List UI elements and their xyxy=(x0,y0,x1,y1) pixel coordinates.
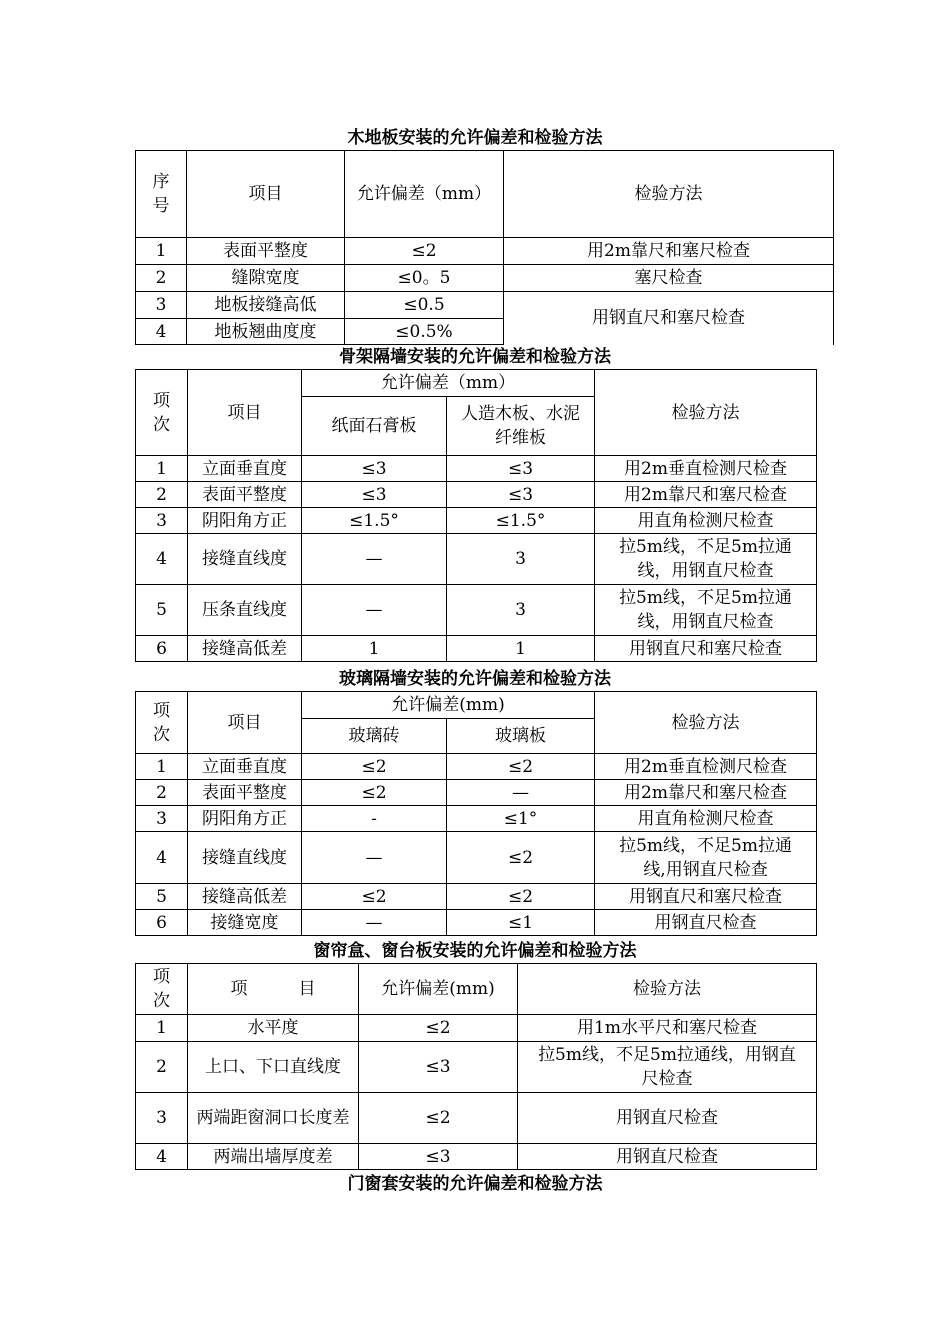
row-number: 3 xyxy=(136,292,187,319)
row-method: 塞尺检查 xyxy=(504,265,834,292)
header-item: 项目 xyxy=(188,370,302,456)
row-value-b: ≤1 xyxy=(447,910,595,936)
row-method: 用钢直尺检查 xyxy=(518,1093,817,1144)
row-deviation: ≤2 xyxy=(345,238,504,265)
row-item: 表面平整度 xyxy=(188,482,302,508)
row-number: 3 xyxy=(136,1093,188,1144)
table-row xyxy=(136,1042,817,1093)
row-number: 2 xyxy=(136,1042,188,1093)
row-number: 4 xyxy=(136,319,187,345)
row-deviation: ≤0.5% xyxy=(345,319,504,345)
row-value-b: 1 xyxy=(447,636,595,662)
table-row xyxy=(136,534,817,585)
row-value-b: ≤2 xyxy=(447,832,595,884)
row-deviation: ≤2 xyxy=(359,1015,518,1042)
row-deviation: ≤0.5 xyxy=(345,292,504,319)
glass-partition-table xyxy=(135,691,817,936)
table-header-row xyxy=(136,370,817,397)
table1-title: 木地板安装的允许偏差和检验方法 xyxy=(347,128,603,148)
row-item: 接缝高低差 xyxy=(188,884,302,910)
row-value-b: ≤3 xyxy=(447,482,595,508)
row-number: 4 xyxy=(136,534,188,585)
header-col-wood-cement: 人造木板、水泥纤维板 xyxy=(447,397,595,456)
row-value-a: ≤3 xyxy=(302,482,447,508)
table-header-row xyxy=(136,151,834,238)
header-method: 检验方法 xyxy=(595,692,817,754)
row-item: 地板翘曲度度 xyxy=(187,319,345,345)
header-method: 检验方法 xyxy=(504,151,834,238)
row-number: 4 xyxy=(136,832,188,884)
table-row xyxy=(136,456,817,482)
row-number: 3 xyxy=(136,806,188,832)
row-method: 用钢直尺和塞尺检查 xyxy=(595,884,817,910)
row-method: 用2m靠尺和塞尺检查 xyxy=(595,780,817,806)
header-seq: 项次 xyxy=(136,964,188,1015)
table-row xyxy=(136,910,817,936)
row-value-b: ≤1° xyxy=(447,806,595,832)
row-value-a: ≤2 xyxy=(302,754,447,780)
header-col-glass-panel: 玻璃板 xyxy=(447,719,595,754)
row-item: 缝隙宽度 xyxy=(187,265,345,292)
row-method: 拉5m线，不足5m拉通线,用钢直尺检查 xyxy=(595,832,817,884)
header-deviation: 允许偏差（mm） xyxy=(302,370,595,397)
frame-partition-table xyxy=(135,369,817,662)
row-method: 用2m垂直检测尺检查 xyxy=(595,754,817,780)
curtain-box-table xyxy=(135,963,817,1170)
row-value-a: — xyxy=(302,910,447,936)
row-method: 拉5m线，不足5m拉通线，用钢直尺检查 xyxy=(518,1042,817,1093)
header-deviation: 允许偏差（mm） xyxy=(345,151,504,238)
row-value-a: ≤2 xyxy=(302,780,447,806)
row-item: 接缝直线度 xyxy=(188,832,302,884)
row-item: 阴阳角方正 xyxy=(188,806,302,832)
row-method: 用钢直尺检查 xyxy=(595,910,817,936)
row-number: 1 xyxy=(136,1015,188,1042)
header-seq: 项次 xyxy=(136,692,188,754)
table-row xyxy=(136,636,817,662)
row-number: 1 xyxy=(136,238,187,265)
row-method: 用钢直尺和塞尺检查 xyxy=(595,636,817,662)
table2-title: 骨架隔墙安装的允许偏差和检验方法 xyxy=(339,347,611,367)
row-method: 用2m靠尺和塞尺检查 xyxy=(595,482,817,508)
row-item: 表面平整度 xyxy=(187,238,345,265)
row-item: 接缝宽度 xyxy=(188,910,302,936)
table-row xyxy=(136,780,817,806)
table4-title: 窗帘盒、窗台板安装的允许偏差和检验方法 xyxy=(313,941,637,961)
wood-floor-table xyxy=(135,150,834,345)
row-value-b: 3 xyxy=(447,585,595,636)
row-number: 5 xyxy=(136,884,188,910)
row-number: 6 xyxy=(136,636,188,662)
row-method: 用钢直尺和塞尺检查 xyxy=(504,292,834,345)
row-method: 用1m水平尺和塞尺检查 xyxy=(518,1015,817,1042)
row-value-a: ≤1.5° xyxy=(302,508,447,534)
table-row xyxy=(136,806,817,832)
header-method: 检验方法 xyxy=(595,370,817,456)
row-item: 上口、下口直线度 xyxy=(188,1042,359,1093)
row-value-a: 1 xyxy=(302,636,447,662)
row-deviation: ≤3 xyxy=(359,1042,518,1093)
row-item: 压条直线度 xyxy=(188,585,302,636)
row-method: 用钢直尺检查 xyxy=(518,1144,817,1170)
row-deviation: ≤2 xyxy=(359,1093,518,1144)
row-value-b: ≤2 xyxy=(447,884,595,910)
row-value-a: — xyxy=(302,832,447,884)
row-deviation: ≤3 xyxy=(359,1144,518,1170)
row-item: 阴阳角方正 xyxy=(188,508,302,534)
header-item: 项目 xyxy=(187,151,345,238)
table-row xyxy=(136,508,817,534)
row-value-a: ≤3 xyxy=(302,456,447,482)
table-row xyxy=(136,1015,817,1042)
row-value-b: — xyxy=(447,780,595,806)
header-col-glass-brick: 玻璃砖 xyxy=(302,719,447,754)
table-row xyxy=(136,1144,817,1170)
row-method: 拉5m线，不足5m拉通线，用钢直尺检查 xyxy=(595,534,817,585)
row-number: 5 xyxy=(136,585,188,636)
table5-title: 门窗套安装的允许偏差和检验方法 xyxy=(347,1174,603,1194)
row-number: 3 xyxy=(136,508,188,534)
row-value-b: 3 xyxy=(447,534,595,585)
table-row xyxy=(136,482,817,508)
header-seq: 序号 xyxy=(136,151,187,238)
header-item: 项 目 xyxy=(188,964,359,1015)
row-value-a: ≤2 xyxy=(302,884,447,910)
row-item: 两端出墙厚度差 xyxy=(188,1144,359,1170)
row-item: 立面垂直度 xyxy=(188,456,302,482)
table-row xyxy=(136,832,817,884)
table-row xyxy=(136,884,817,910)
table-row xyxy=(136,585,817,636)
row-number: 4 xyxy=(136,1144,188,1170)
row-method: 用2m靠尺和塞尺检查 xyxy=(504,238,834,265)
table3-title: 玻璃隔墙安装的允许偏差和检验方法 xyxy=(339,669,611,689)
row-item: 两端距窗洞口长度差 xyxy=(188,1093,359,1144)
row-value-a: - xyxy=(302,806,447,832)
row-number: 2 xyxy=(136,780,188,806)
table-row xyxy=(136,238,834,265)
row-method: 拉5m线，不足5m拉通线，用钢直尺检查 xyxy=(595,585,817,636)
row-item: 地板接缝高低 xyxy=(187,292,345,319)
table-row xyxy=(136,292,834,319)
row-method: 用2m垂直检测尺检查 xyxy=(595,456,817,482)
row-number: 6 xyxy=(136,910,188,936)
row-item: 表面平整度 xyxy=(188,780,302,806)
header-deviation: 允许偏差(mm) xyxy=(302,692,595,719)
table-row xyxy=(136,1093,817,1144)
row-value-b: ≤3 xyxy=(447,456,595,482)
row-number: 1 xyxy=(136,754,188,780)
row-item: 水平度 xyxy=(188,1015,359,1042)
row-method: 用直角检测尺检查 xyxy=(595,806,817,832)
table-header-row xyxy=(136,964,817,1015)
row-value-b: ≤2 xyxy=(447,754,595,780)
table-row xyxy=(136,265,834,292)
row-method: 用直角检测尺检查 xyxy=(595,508,817,534)
row-item: 立面垂直度 xyxy=(188,754,302,780)
header-deviation: 允许偏差(mm) xyxy=(359,964,518,1015)
header-seq: 项次 xyxy=(136,370,188,456)
row-value-b: ≤1.5° xyxy=(447,508,595,534)
row-number: 2 xyxy=(136,265,187,292)
row-value-a: — xyxy=(302,534,447,585)
row-item: 接缝直线度 xyxy=(188,534,302,585)
row-deviation: ≤0。5 xyxy=(345,265,504,292)
row-value-a: — xyxy=(302,585,447,636)
row-item: 接缝高低差 xyxy=(188,636,302,662)
table-header-row xyxy=(136,692,817,719)
header-method: 检验方法 xyxy=(518,964,817,1015)
table-row xyxy=(136,754,817,780)
row-number: 1 xyxy=(136,456,188,482)
row-number: 2 xyxy=(136,482,188,508)
header-item: 项目 xyxy=(188,692,302,754)
header-col-gypsum: 纸面石膏板 xyxy=(302,397,447,456)
